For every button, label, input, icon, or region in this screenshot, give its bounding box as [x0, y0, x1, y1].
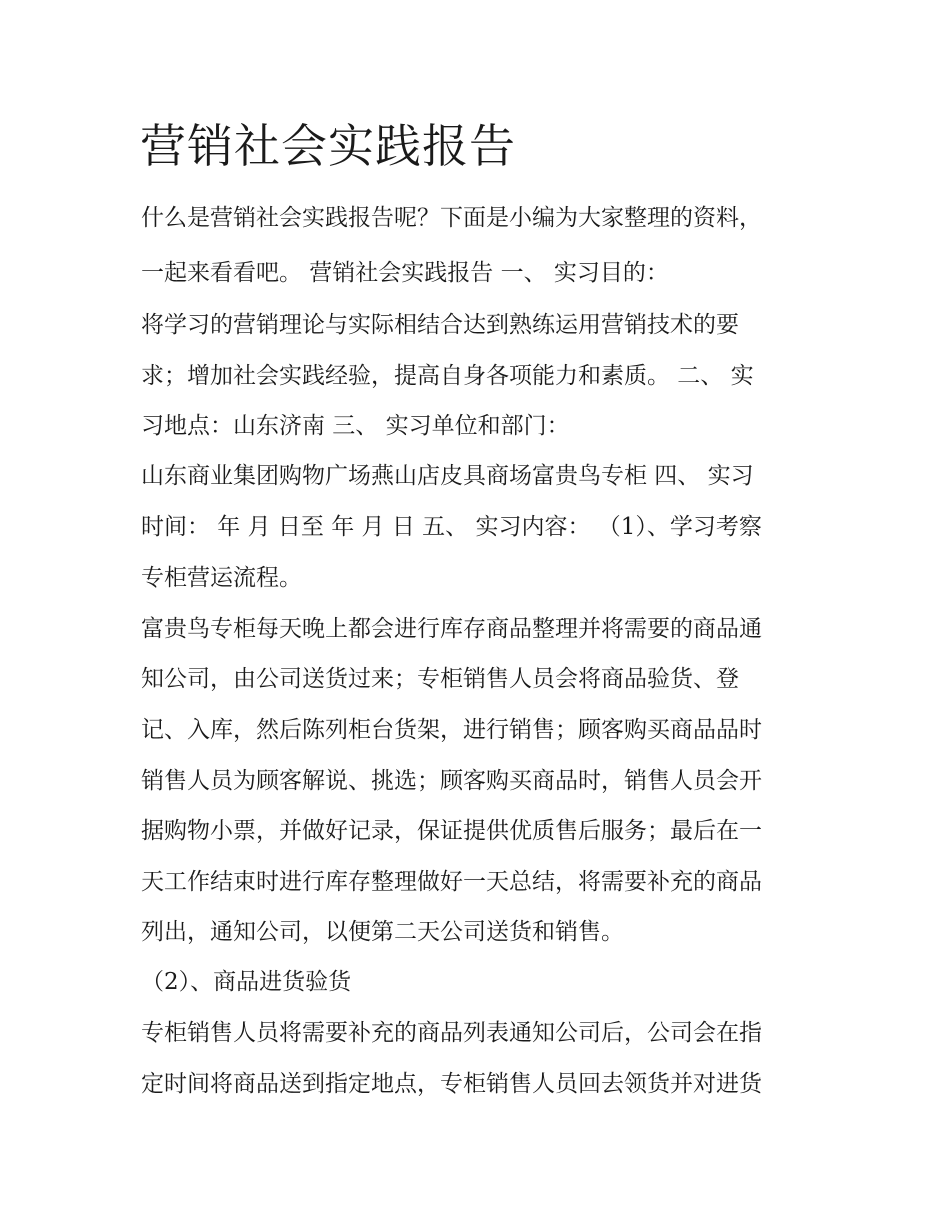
paragraph-line: 专柜销售人员将需要补充的商品列表通知公司后，公司会在指 — [141, 1020, 762, 1046]
paragraph-line: 记、入库，然后陈列柜台货架，进行销售；顾客购买商品品时 — [141, 717, 762, 743]
paragraph-line: 将学习的营销理论与实际相结合达到熟练运用营销技术的要 — [141, 312, 739, 338]
paragraph-line: 据购物小票，并做好记录，保证提供优质售后服务；最后在一 — [141, 818, 762, 844]
paragraph-line: 专柜营运流程。 — [141, 565, 302, 591]
paragraph-line: 什么是营销社会实践报告呢？下面是小编为大家整理的资料， — [141, 205, 762, 231]
paragraph-line: 天工作结束时进行库存整理做好一天总结，将需要补充的商品 — [141, 869, 762, 895]
paragraph-line: 习地点：山东济南 三、 实习单位和部门： — [141, 413, 570, 439]
section-heading: （2）、商品进货验货 — [141, 969, 352, 995]
paragraph-line: 富贵鸟专柜每天晚上都会进行库存商品整理并将需要的商品通 — [141, 616, 762, 642]
paragraph-line: 求；增加社会实践经验，提高自身各项能力和素质。 二、 实 — [141, 363, 754, 389]
paragraph-line: 一起来看看吧。 营销社会实践报告 一、 实习目的： — [141, 260, 669, 286]
paragraph-line: 列出，通知公司，以便第二天公司送货和销售。 — [141, 919, 624, 945]
paragraph-line: 知公司，由公司送货过来；专柜销售人员会将商品验货、登 — [141, 666, 739, 692]
paragraph-line: 销售人员为顾客解说、挑选；顾客购买商品时，销售人员会开 — [141, 768, 762, 794]
paragraph-line: 山东商业集团购物广场燕山店皮具商场富贵鸟专柜 四、 实习 — [141, 463, 754, 489]
paragraph-line: 时间： 年 月 日至 年 月 日 五、 实习内容： （1）、学习考察 — [141, 514, 762, 540]
document-title: 营销社会实践报告 — [140, 119, 516, 173]
paragraph-line: 定时间将商品送到指定地点，专柜销售人员回去领货并对进货 — [141, 1071, 762, 1097]
